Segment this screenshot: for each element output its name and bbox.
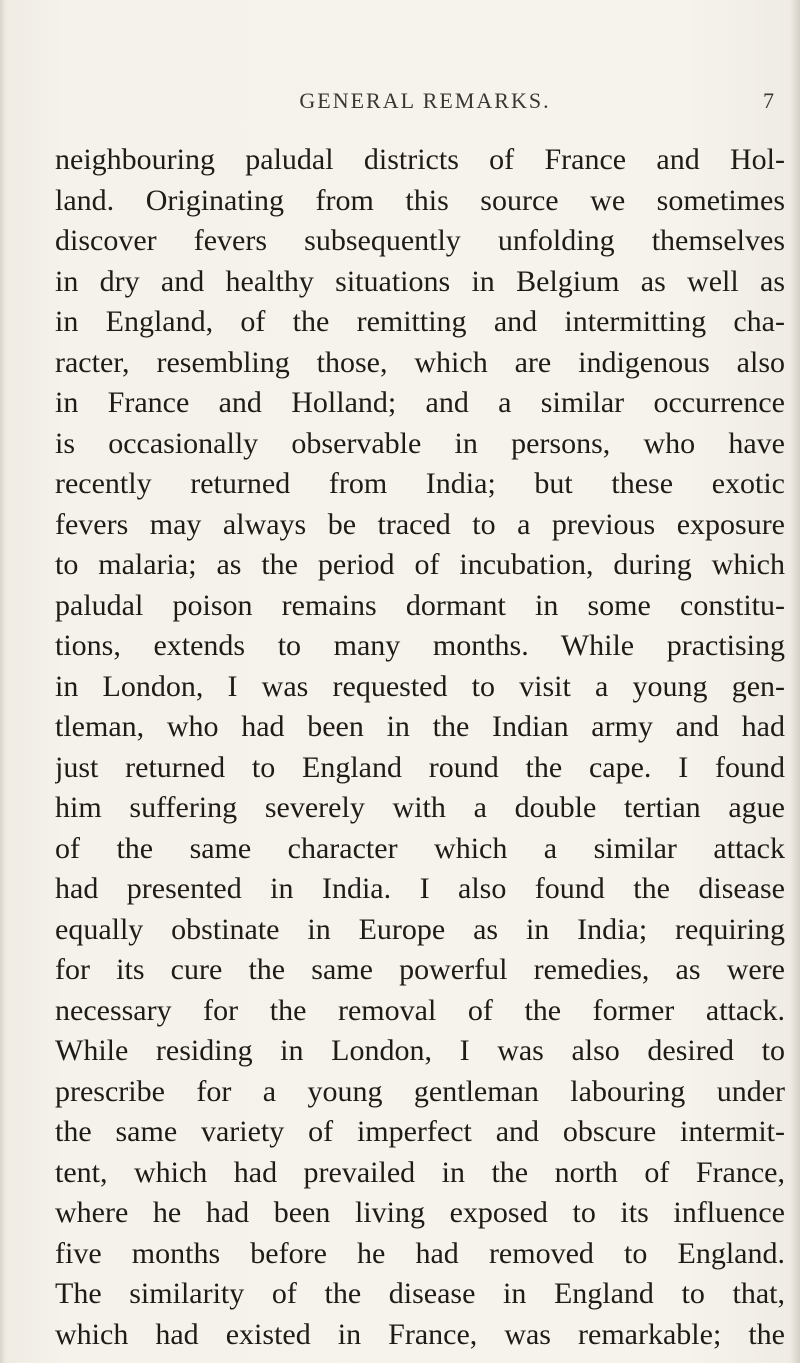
text-line: necessary for the removal of the former attack. [55, 993, 785, 1027]
text-line: which had existed in France, was remarkable; the [55, 1317, 785, 1351]
text-line: fevers may always be traced to a previous exposure [55, 507, 785, 541]
text-line: had presented in India. I also found the disease [55, 872, 785, 905]
text-line: tleman, who had been in the Indian army and had [55, 710, 785, 743]
text-line: equally obstinate in Europe as in India; requiring [55, 912, 785, 946]
page-right-shadow [790, 0, 800, 1363]
body-text [55, 140, 785, 1355]
text-line: him suffering severely with a double tertian ague [55, 791, 785, 824]
text-line: five months before he had removed to England. [55, 1236, 785, 1270]
text-line: is occasionally observable in persons, who have [55, 426, 785, 460]
page-left-shadow [0, 0, 6, 1363]
text-line: tions, extends to many months. While practising [55, 629, 785, 662]
text-line: for its cure the same powerful remedies, as were [55, 953, 785, 986]
running-title: GENERAL REMARKS. [299, 88, 551, 113]
text-line: discover fevers subsequently unfolding themselves [55, 224, 785, 257]
text-line: paludal poison remains dormant in some constitu- [55, 588, 785, 622]
text-line: just returned to England round the cape. I found [55, 750, 785, 784]
text-line: in London, I was requested to visit a young gen- [55, 669, 785, 703]
text-line: prescribe for a young gentleman labouring under [55, 1074, 785, 1108]
text-line: racter, resembling those, which are indigenous also [55, 345, 785, 379]
running-head [70, 88, 780, 122]
text-line: While residing in London, I was also desired to [55, 1034, 785, 1067]
text-line: to malaria; as the period of incubation, during which [55, 548, 785, 581]
text-line: where he had been living exposed to its influence [55, 1196, 785, 1229]
page-number: 7 [763, 88, 774, 113]
text-line: The similarity of the disease in England to that, [55, 1277, 785, 1310]
text-line: in dry and healthy situations in Belgium as well as [55, 264, 785, 298]
text-line: of the same character which a similar attack [55, 831, 785, 865]
text-line: neighbouring paludal districts of France and Hol- [55, 143, 785, 176]
text-line: in France and Holland; and a similar occurrence [55, 386, 785, 419]
text-line: in England, of the remitting and intermitting cha- [55, 305, 785, 338]
text-line: the same variety of imperfect and obscure intermit- [55, 1115, 785, 1148]
text-line: land. Originating from this source we sometimes [55, 183, 785, 217]
text-line: tent, which had prevailed in the north of France, [55, 1155, 785, 1189]
text-line: recently returned from India; but these exotic [55, 467, 785, 500]
